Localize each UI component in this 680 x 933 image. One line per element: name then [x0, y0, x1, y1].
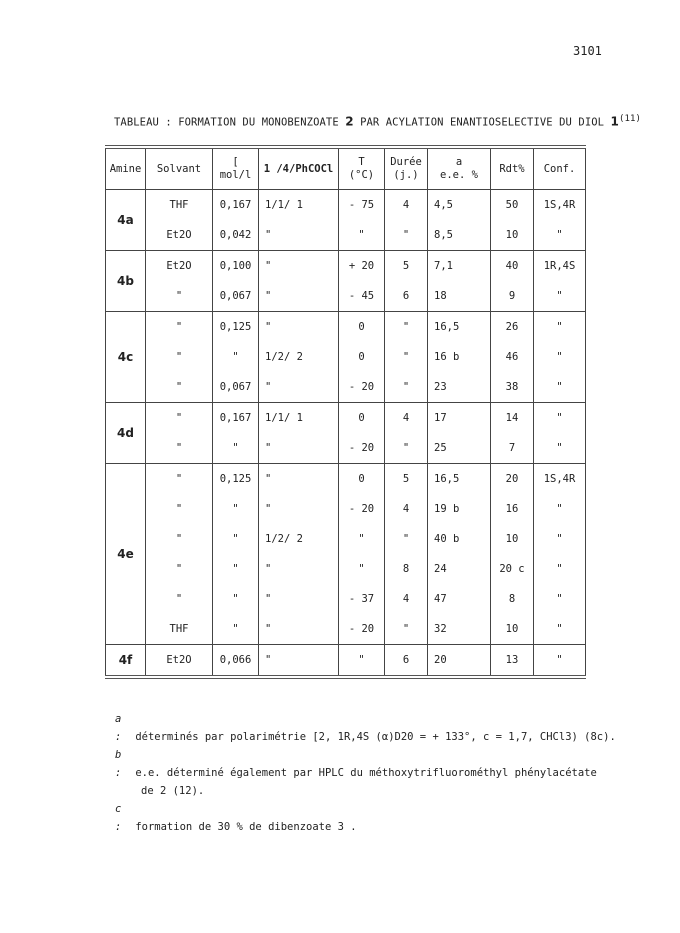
conf-cell: 1S,4R — [534, 190, 586, 221]
conc-cell: 0,125 — [213, 312, 259, 343]
temp-cell: 0 — [339, 464, 385, 495]
ratio-cell: " — [259, 554, 339, 584]
ratio-cell: 1/1/ 1 — [259, 403, 339, 434]
solvant-cell: " — [146, 494, 213, 524]
ee-cell: 23 — [428, 372, 491, 403]
duree-cell: 6 — [385, 281, 428, 312]
table-row — [106, 220, 586, 251]
duree-cell: 5 — [385, 251, 428, 282]
temp-cell: 0 — [339, 312, 385, 343]
footnote-a-text: déterminés par polarimétrie [2, 1R,4S (α)D20 = + 133°, c = 1,7, CHCl3) (8c). — [135, 731, 616, 743]
temp-cell: - 20 — [339, 494, 385, 524]
duree-cell: 6 — [385, 645, 428, 678]
temp-cell: - 45 — [339, 281, 385, 312]
conc-cell: 0,042 — [213, 220, 259, 251]
amine-cell: 4d — [106, 403, 146, 464]
temp-cell: - 75 — [339, 190, 385, 221]
ratio-cell: " — [259, 220, 339, 251]
solvant-cell: " — [146, 342, 213, 372]
conc-cell: " — [213, 554, 259, 584]
ratio-cell: " — [259, 464, 339, 495]
table-row — [106, 524, 586, 554]
caption-rest: PAR ACYLATION ENANTIOSELECTIVE DU DIOL — [360, 116, 605, 129]
solvant-cell: Et2O — [146, 220, 213, 251]
solvant-cell: THF — [146, 190, 213, 221]
solvant-cell: THF — [146, 614, 213, 645]
table-row — [106, 403, 586, 434]
solvant-cell: " — [146, 464, 213, 495]
amine-cell: 4c — [106, 312, 146, 403]
ratio-cell: 1/2/ 2 — [259, 342, 339, 372]
duree-cell: " — [385, 312, 428, 343]
conc-cell: 0,067 — [213, 372, 259, 403]
header-ee: a e.e. % — [428, 147, 491, 190]
ratio-cell: 1/1/ 1 — [259, 190, 339, 221]
conc-cell: 0,167 — [213, 403, 259, 434]
duree-cell: 4 — [385, 494, 428, 524]
duree-cell: " — [385, 342, 428, 372]
conc-cell: 0,066 — [213, 645, 259, 678]
footnote-b-text: e.e. déterminé également par HPLC du méthoxytrifluorométhyl phénylacétate — [135, 767, 597, 779]
solvant-cell: Et2O — [146, 251, 213, 282]
rdt-cell: 14 — [491, 403, 534, 434]
duree-cell: " — [385, 614, 428, 645]
rdt-cell: 7 — [491, 433, 534, 464]
header-conf: Conf. — [534, 147, 586, 190]
ratio-cell: " — [259, 645, 339, 678]
rdt-cell: 50 — [491, 190, 534, 221]
ee-cell: 16 b — [428, 342, 491, 372]
table-row — [106, 251, 586, 282]
temp-cell: 0 — [339, 342, 385, 372]
header-temp: T (°C) — [339, 147, 385, 190]
ee-cell: 16,5 — [428, 312, 491, 343]
ee-cell: 16,5 — [428, 464, 491, 495]
ee-cell: 8,5 — [428, 220, 491, 251]
rdt-cell: 20 c — [491, 554, 534, 584]
table-row — [106, 281, 586, 312]
conf-cell: " — [534, 645, 586, 678]
amine-cell: 4f — [106, 645, 146, 678]
conf-cell: " — [534, 524, 586, 554]
table-row — [106, 554, 586, 584]
caption-compound: 2 — [345, 114, 354, 129]
conf-cell: " — [534, 372, 586, 403]
table-body — [106, 190, 586, 678]
footnote-b-label: b : — [115, 749, 122, 779]
ee-cell: 4,5 — [428, 190, 491, 221]
conf-cell: " — [534, 584, 586, 614]
table-row — [106, 372, 586, 403]
caption-diol: 1 — [610, 114, 619, 129]
conc-cell: 0,067 — [213, 281, 259, 312]
ratio-cell: " — [259, 251, 339, 282]
conf-cell: 1R,4S — [534, 251, 586, 282]
duree-cell: " — [385, 220, 428, 251]
ratio-cell: " — [259, 614, 339, 645]
conc-cell: " — [213, 342, 259, 372]
rdt-cell: 46 — [491, 342, 534, 372]
solvant-cell: " — [146, 554, 213, 584]
duree-cell: " — [385, 433, 428, 464]
ee-cell: 24 — [428, 554, 491, 584]
amine-cell: 4e — [106, 464, 146, 645]
solvant-cell: Et2O — [146, 645, 213, 678]
rdt-cell: 10 — [491, 220, 534, 251]
temp-cell: " — [339, 554, 385, 584]
duree-cell: " — [385, 372, 428, 403]
rdt-cell: 38 — [491, 372, 534, 403]
footnote-a — [115, 710, 616, 746]
ratio-cell: " — [259, 494, 339, 524]
table-row — [106, 584, 586, 614]
ee-cell: 32 — [428, 614, 491, 645]
table-row — [106, 312, 586, 343]
conf-cell: " — [534, 554, 586, 584]
solvant-cell: " — [146, 524, 213, 554]
conf-cell: " — [534, 220, 586, 251]
rdt-cell: 16 — [491, 494, 534, 524]
caption-text: TABLEAU : FORMATION DU MONOBENZOATE — [114, 116, 339, 129]
table-row — [106, 645, 586, 678]
footnote-c-text: formation de 30 % de dibenzoate 3 . — [135, 821, 357, 833]
solvant-cell: " — [146, 584, 213, 614]
temp-cell: " — [339, 645, 385, 678]
rdt-cell: 9 — [491, 281, 534, 312]
table-row — [106, 342, 586, 372]
rdt-cell: 10 — [491, 614, 534, 645]
table-caption — [114, 114, 641, 129]
footnote-c — [115, 800, 616, 836]
rdt-cell: 13 — [491, 645, 534, 678]
header-rdt: Rdt% — [491, 147, 534, 190]
temp-cell: " — [339, 524, 385, 554]
conf-cell: " — [534, 403, 586, 434]
ratio-cell: " — [259, 584, 339, 614]
ee-cell: 19 b — [428, 494, 491, 524]
duree-cell: 4 — [385, 403, 428, 434]
ratio-cell: " — [259, 372, 339, 403]
conc-cell: 0,125 — [213, 464, 259, 495]
amine-cell: 4a — [106, 190, 146, 251]
duree-cell: 4 — [385, 190, 428, 221]
conc-cell: " — [213, 433, 259, 464]
conc-cell: " — [213, 614, 259, 645]
footnote-b — [115, 746, 616, 782]
table-row — [106, 464, 586, 495]
table-row — [106, 190, 586, 221]
temp-cell: + 20 — [339, 251, 385, 282]
header-amine: Amine — [106, 147, 146, 190]
header-solvant: Solvant — [146, 147, 213, 190]
temp-cell: - 37 — [339, 584, 385, 614]
solvant-cell: " — [146, 281, 213, 312]
ee-cell: 47 — [428, 584, 491, 614]
table-row — [106, 433, 586, 464]
conf-cell: " — [534, 281, 586, 312]
temp-cell: 0 — [339, 403, 385, 434]
ee-cell: 40 b — [428, 524, 491, 554]
conc-cell: " — [213, 494, 259, 524]
rdt-cell: 40 — [491, 251, 534, 282]
results-table — [105, 145, 586, 679]
rdt-cell: 8 — [491, 584, 534, 614]
duree-cell: 4 — [385, 584, 428, 614]
conf-cell: 1S,4R — [534, 464, 586, 495]
footnote-b-continuation: de 2 (12). — [141, 785, 205, 797]
conf-cell: " — [534, 433, 586, 464]
ee-cell: 20 — [428, 645, 491, 678]
caption-ref: (11) — [618, 114, 642, 124]
header-row — [106, 147, 586, 190]
duree-cell: " — [385, 524, 428, 554]
solvant-cell: " — [146, 372, 213, 403]
footnote-c-label: c : — [115, 803, 122, 833]
conf-cell: " — [534, 494, 586, 524]
duree-cell: 8 — [385, 554, 428, 584]
conf-cell: " — [534, 614, 586, 645]
temp-cell: - 20 — [339, 433, 385, 464]
duree-cell: 5 — [385, 464, 428, 495]
rdt-cell: 26 — [491, 312, 534, 343]
ee-cell: 7,1 — [428, 251, 491, 282]
conc-cell: 0,167 — [213, 190, 259, 221]
solvant-cell: " — [146, 312, 213, 343]
ratio-cell: " — [259, 433, 339, 464]
conc-cell: " — [213, 524, 259, 554]
temp-cell: " — [339, 220, 385, 251]
conc-cell: " — [213, 584, 259, 614]
ee-cell: 18 — [428, 281, 491, 312]
page-number: 3101 — [573, 44, 602, 58]
solvant-cell: " — [146, 433, 213, 464]
solvant-cell: " — [146, 403, 213, 434]
table-row — [106, 614, 586, 645]
conc-cell: 0,100 — [213, 251, 259, 282]
rdt-cell: 20 — [491, 464, 534, 495]
conf-cell: " — [534, 312, 586, 343]
footnote-a-label: a : — [115, 713, 122, 743]
header-conc: [ mol/l — [213, 147, 259, 190]
temp-cell: - 20 — [339, 372, 385, 403]
header-ratio: 1 /4/PhCOCl — [259, 147, 339, 190]
ee-cell: 25 — [428, 433, 491, 464]
ee-cell: 17 — [428, 403, 491, 434]
rdt-cell: 10 — [491, 524, 534, 554]
header-duree: Durée (j.) — [385, 147, 428, 190]
footnotes — [115, 710, 616, 836]
ratio-cell: " — [259, 281, 339, 312]
amine-cell: 4b — [106, 251, 146, 312]
ratio-cell: " — [259, 312, 339, 343]
ratio-cell: 1/2/ 2 — [259, 524, 339, 554]
table-row — [106, 494, 586, 524]
conf-cell: " — [534, 342, 586, 372]
temp-cell: - 20 — [339, 614, 385, 645]
